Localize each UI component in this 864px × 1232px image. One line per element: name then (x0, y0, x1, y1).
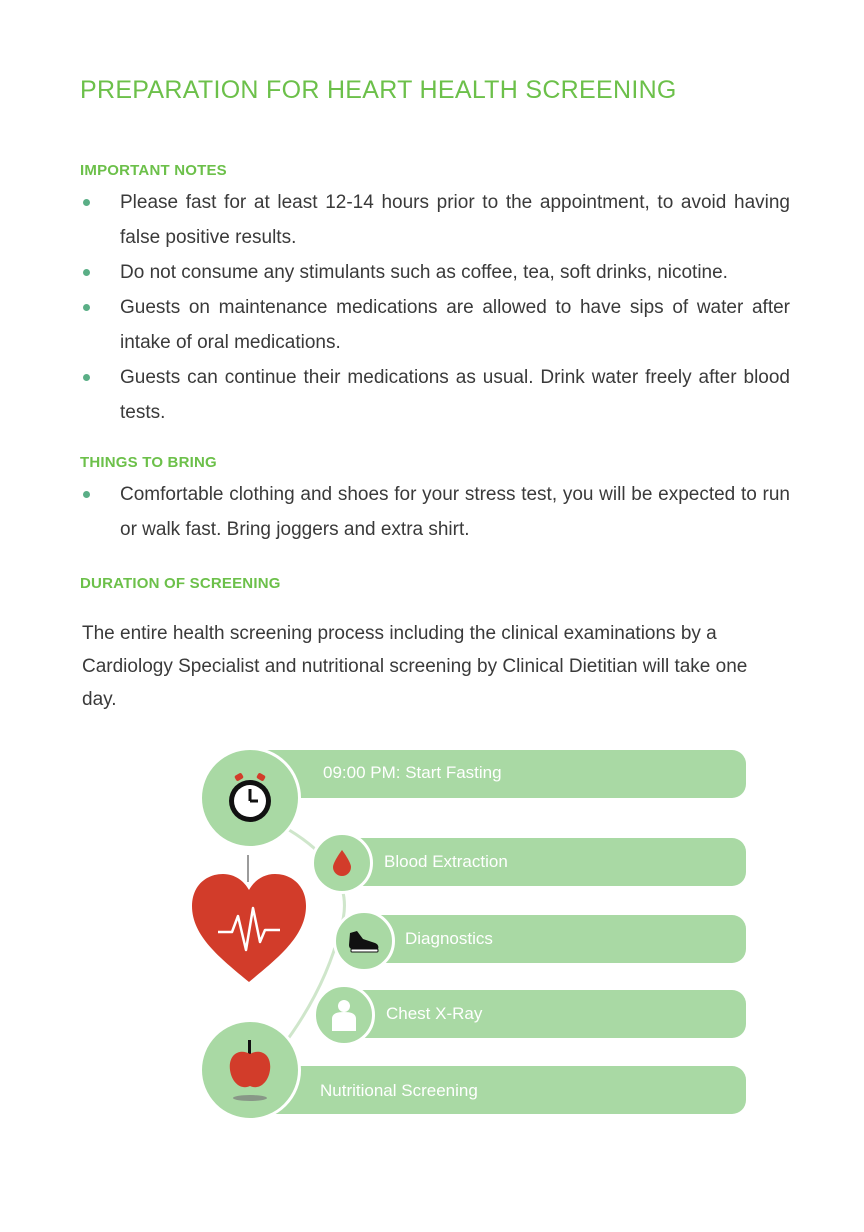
bullet-icon (83, 304, 90, 311)
timeline-step-label: 09:00 PM: Start Fasting (323, 763, 502, 782)
important-notes-list (80, 185, 790, 430)
clock-circle (199, 747, 301, 849)
things-to-bring-list (80, 477, 790, 547)
bullet-icon (83, 491, 90, 498)
clock-icon (222, 770, 278, 826)
list-item: Guests can continue their medications as usual. Drink water freely after blood tests. (80, 360, 790, 430)
duration-heading: DURATION OF SCREENING (80, 575, 281, 592)
bullet-icon (83, 374, 90, 381)
blood-circle (311, 832, 373, 894)
apple-icon (222, 1038, 278, 1102)
duration-text: The entire health screening process including the clinical examinations by a Cardiology Specialist and nutritional screening by Clinical Dietitian will take one day. (82, 623, 748, 710)
page-title: PREPARATION FOR HEART HEALTH SCREENING (80, 76, 677, 104)
list-item: Do not consume any stimulants such as coffee, tea, soft drinks, nicotine. (80, 255, 790, 290)
xray-circle (313, 984, 375, 1046)
list-item: Comfortable clothing and shoes for your stress test, you will be expected to run or walk fast. Bring joggers and extra shirt. (80, 477, 790, 547)
blood-drop-icon (331, 849, 353, 877)
heart-pulse-icon (190, 872, 308, 984)
torso-icon (327, 997, 361, 1033)
list-item: Please fast for at least 12-14 hours prior to the appointment, to avoid having false positive results. (80, 185, 790, 255)
things-to-bring-heading: THINGS TO BRING (80, 454, 217, 471)
list-item: Guests on maintenance medications are allowed to have sips of water after intake of oral medications. (80, 290, 790, 360)
timeline-step-label: Blood Extraction (384, 852, 508, 871)
apple-circle (199, 1019, 301, 1121)
diagnostics-circle (333, 910, 395, 972)
timeline-step-label: Chest X-Ray (386, 1004, 483, 1023)
timeline-step-label: Nutritional Screening (320, 1081, 478, 1100)
bullet-icon (83, 269, 90, 276)
timeline-step-label: Diagnostics (405, 929, 493, 948)
running-shoe-icon (347, 929, 381, 953)
important-notes-heading: IMPORTANT NOTES (80, 162, 227, 179)
bullet-icon (83, 199, 90, 206)
